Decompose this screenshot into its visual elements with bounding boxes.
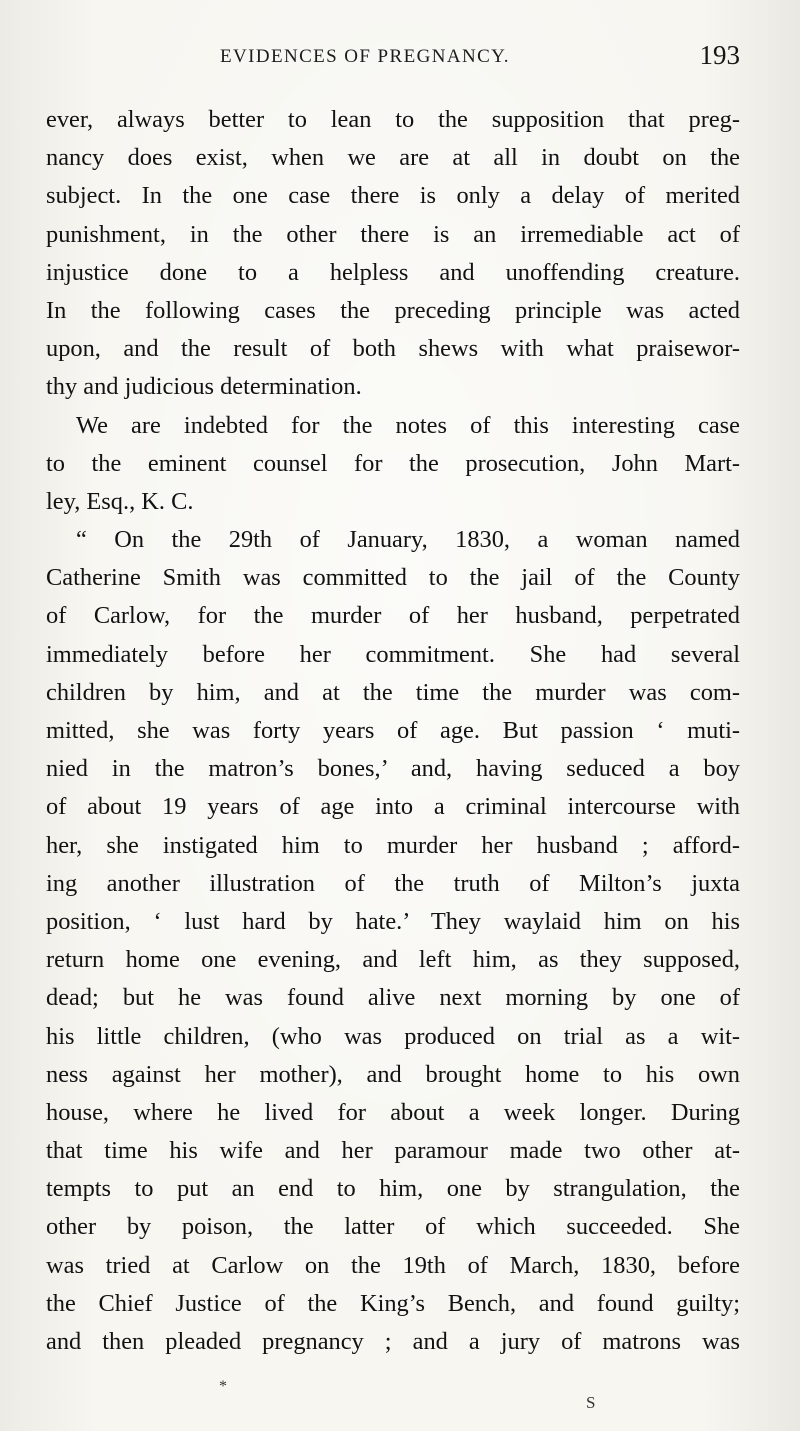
footer-star-mark: * [219,1378,227,1395]
text-line: thy and judicious determination. [46,373,362,401]
running-head [220,40,740,74]
text-line: Catherine Smith was committed to the jail of the County [46,564,740,592]
text-line: dead; but he was found alive next morning by one of [46,984,740,1012]
text-line: of Carlow, for the murder of her husband, perpetrated [46,602,740,630]
signature-mark: S [586,1393,596,1412]
paragraph-start-line: “ On the 29th of January, 1830, a woman named [76,526,740,554]
text-line: other by poison, the latter of which succeeded. She [46,1213,740,1241]
text-line: the Chief Justice of the King’s Bench, and found guilty; [46,1289,740,1317]
text-line: injustice done to a helpless and unoffending creature. [46,258,740,286]
text-line: return home one evening, and left him, as they supposed, [46,946,740,974]
text-line: ness against her mother), and brought home to his own [46,1060,740,1088]
text-line: nied in the matron’s bones,’ and, having seduced a boy [46,755,740,783]
page-number: 193 [699,40,740,70]
text-line: children by him, and at the time the murder was com- [46,678,740,706]
text-line: punishment, in the other there is an irremediable act of [46,220,740,248]
text-line: ing another illustration of the truth of Milton’s juxta [46,869,740,897]
text-line: mitted, she was forty years of age. But passion ‘ muti- [46,717,740,744]
text-line: tempts to put an end to him, one by strangulation, the [46,1175,740,1203]
text-line: his little children, (who was produced on trial as a wit- [46,1022,740,1050]
text-line: her, she instigated him to murder her husband ; afford- [46,831,740,859]
text-line: subject. In the one case there is only a delay of merited [46,182,740,210]
text-line: ever, always better to lean to the supposition that preg- [46,106,740,133]
text-line: immediately before her commitment. She had several [46,640,740,668]
running-title: EVIDENCES OF PREGNANCY. [220,46,510,67]
paragraph-start-line: We are indebted for the notes of this interesting case [76,411,740,439]
text-line: of about 19 years of age into a criminal intercourse with [46,793,740,821]
body-text [46,101,740,1361]
text-line: to the eminent counsel for the prosecution, John Mart- [46,449,740,477]
text-line: position, ‘ lust hard by hate.’ They waylaid him on his [46,907,740,935]
text-line: and then pleaded pregnancy ; and a jury of matrons was [46,1328,740,1355]
text-line: was tried at Carlow on the 19th of March, 1830, before [46,1251,740,1279]
text-line: upon, and the result of both shews with what praisewor- [46,335,740,363]
text-line: that time his wife and her paramour made two other at- [46,1137,740,1165]
text-line: ley, Esq., K. C. [46,487,194,515]
text-line: nancy does exist, when we are at all in doubt on the [46,144,740,172]
text-line: house, where he lived for about a week longer. During [46,1098,740,1126]
text-line: In the following cases the preceding principle was acted [46,296,740,324]
